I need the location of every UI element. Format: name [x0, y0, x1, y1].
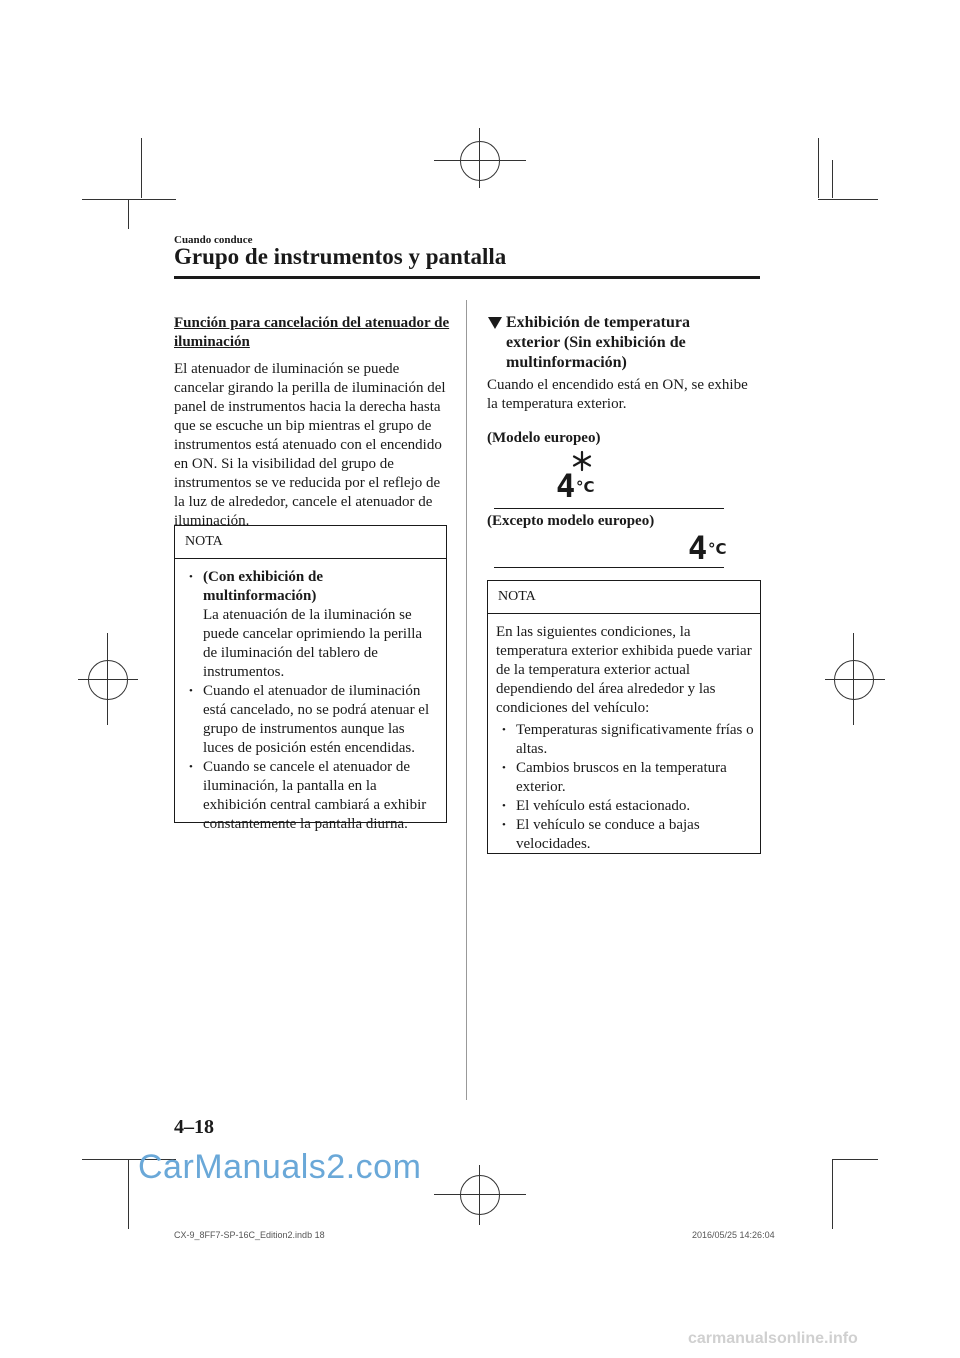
list-item: • El vehículo se conduce a bajas velocidades. [498, 816, 756, 854]
left-note-header [175, 526, 446, 559]
european-model-label: (Modelo europeo) [487, 430, 601, 446]
left-note-list [185, 568, 439, 834]
temperature-digit: 4 [688, 529, 708, 567]
temperature-unit: °C [576, 478, 595, 496]
right-note-box [487, 580, 761, 854]
left-heading: Función para cancelación del atenuador de iluminación [174, 315, 450, 350]
page-title: Grupo de instrumentos y pantalla [174, 244, 507, 269]
site-watermark: carmanualsonline.info [688, 1330, 858, 1347]
temperature-unit: °C [708, 540, 727, 558]
left-paragraph: El atenuador de iluminación se puede cancelar girando la perilla de iluminación del panel de instrumentos hacia la derecha hasta que se escuche un bip mientras el grupo de instrumentos está atenuado con el encendido en ON. Si la visibilidad del grupo de instrumentos se ve reducida por el reflejo de la luz de alrededor, cancele el atenuador de iluminación. [174, 361, 446, 529]
list-item: • Cuando el atenuador de iluminación está cancelado, no se podrá atenuar el grupo de instrumentos aunque las luces de posición estén encendidas. [185, 682, 439, 758]
list-item [185, 568, 439, 682]
section-label: Cuando conduce [174, 234, 253, 246]
left-note-title: NOTA [185, 534, 223, 549]
display-rule [494, 567, 724, 568]
right-note-list [498, 721, 756, 854]
display-rule [494, 508, 724, 509]
right-heading: Exhibición de temperatura exterior (Sin exhibición de multinformación) [506, 314, 690, 371]
right-note-title: NOTA [498, 589, 536, 604]
right-note-header [488, 581, 760, 614]
right-paragraph: Cuando el encendido está en ON, se exhibe la temperatura exterior. [487, 377, 748, 412]
page-number: 4–18 [174, 1116, 214, 1138]
footer-file-name: CX-9_8FF7-SP-16C_Edition2.indb 18 [174, 1230, 325, 1240]
column-divider [466, 300, 467, 1100]
triangle-marker-icon [488, 317, 502, 329]
list-item: • Temperaturas significativamente frías o altas. [498, 721, 756, 759]
header-rule [174, 276, 760, 279]
non-european-model-label: (Excepto modelo europeo) [487, 513, 655, 529]
watermark-logo: CarManuals2.com [138, 1148, 422, 1186]
list-item: • Cuando se cancele el atenuador de iluminación, la pantalla en la exhibición central cambiará a exhibir constantemente la pantalla diurna. [185, 758, 439, 834]
list-item: • Cambios bruscos en la temperatura exterior. [498, 759, 756, 797]
temperature-digit: 4 [556, 467, 576, 505]
footer-timestamp: 2016/05/25 14:26:04 [692, 1230, 775, 1240]
left-note-box [174, 525, 447, 832]
note-item-title: • (Con exhibición de multinformación) [203, 569, 324, 604]
right-note-intro: En las siguientes condiciones, la temperatura exterior exhibida puede variar de la temperatura exterior actual dependiendo del área alrededor y las condiciones del vehículo: [496, 624, 752, 716]
list-item: • El vehículo está estacionado. [498, 797, 756, 816]
note-item-text: La atenuación de la iluminación se puede cancelar oprimiendo la perilla de iluminación del tablero de instrumentos. [203, 607, 423, 680]
